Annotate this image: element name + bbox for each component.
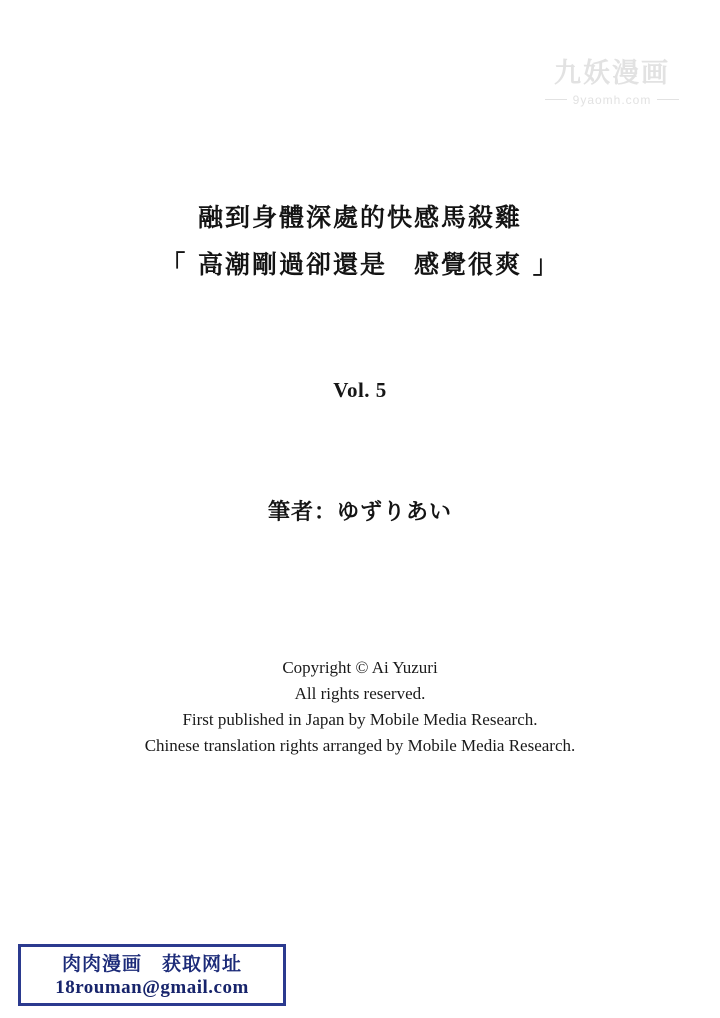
copyright-line: All rights reserved. [294, 684, 426, 703]
site-watermark [528, 52, 696, 114]
banner-email: 18rouman@gmail.com [55, 976, 249, 998]
copyright-line: First published in Japan by Mobile Media Research. [182, 710, 538, 729]
title-line-2: 「 高潮剛過卻還是 感覺很爽 」 [160, 250, 560, 279]
contact-banner [18, 944, 286, 1006]
watermark-brand: 九妖漫画 [554, 58, 670, 90]
copyright-line: Copyright © Ai Yuzuri [282, 658, 438, 677]
volume-label: Vol. 5 [333, 378, 387, 402]
copyright-block [0, 655, 720, 759]
page-title [0, 205, 720, 277]
watermark-url: 9yaomh.com [545, 93, 680, 107]
banner-site-name: 肉肉漫画 获取网址 [61, 952, 242, 975]
author-label: 筆者：ゆずりあい [267, 500, 452, 525]
title-line-1: 融到身體深處的快感馬殺雞 [197, 203, 522, 232]
copyright-line: Chinese translation rights arranged by Mobile Media Research. [144, 736, 576, 755]
